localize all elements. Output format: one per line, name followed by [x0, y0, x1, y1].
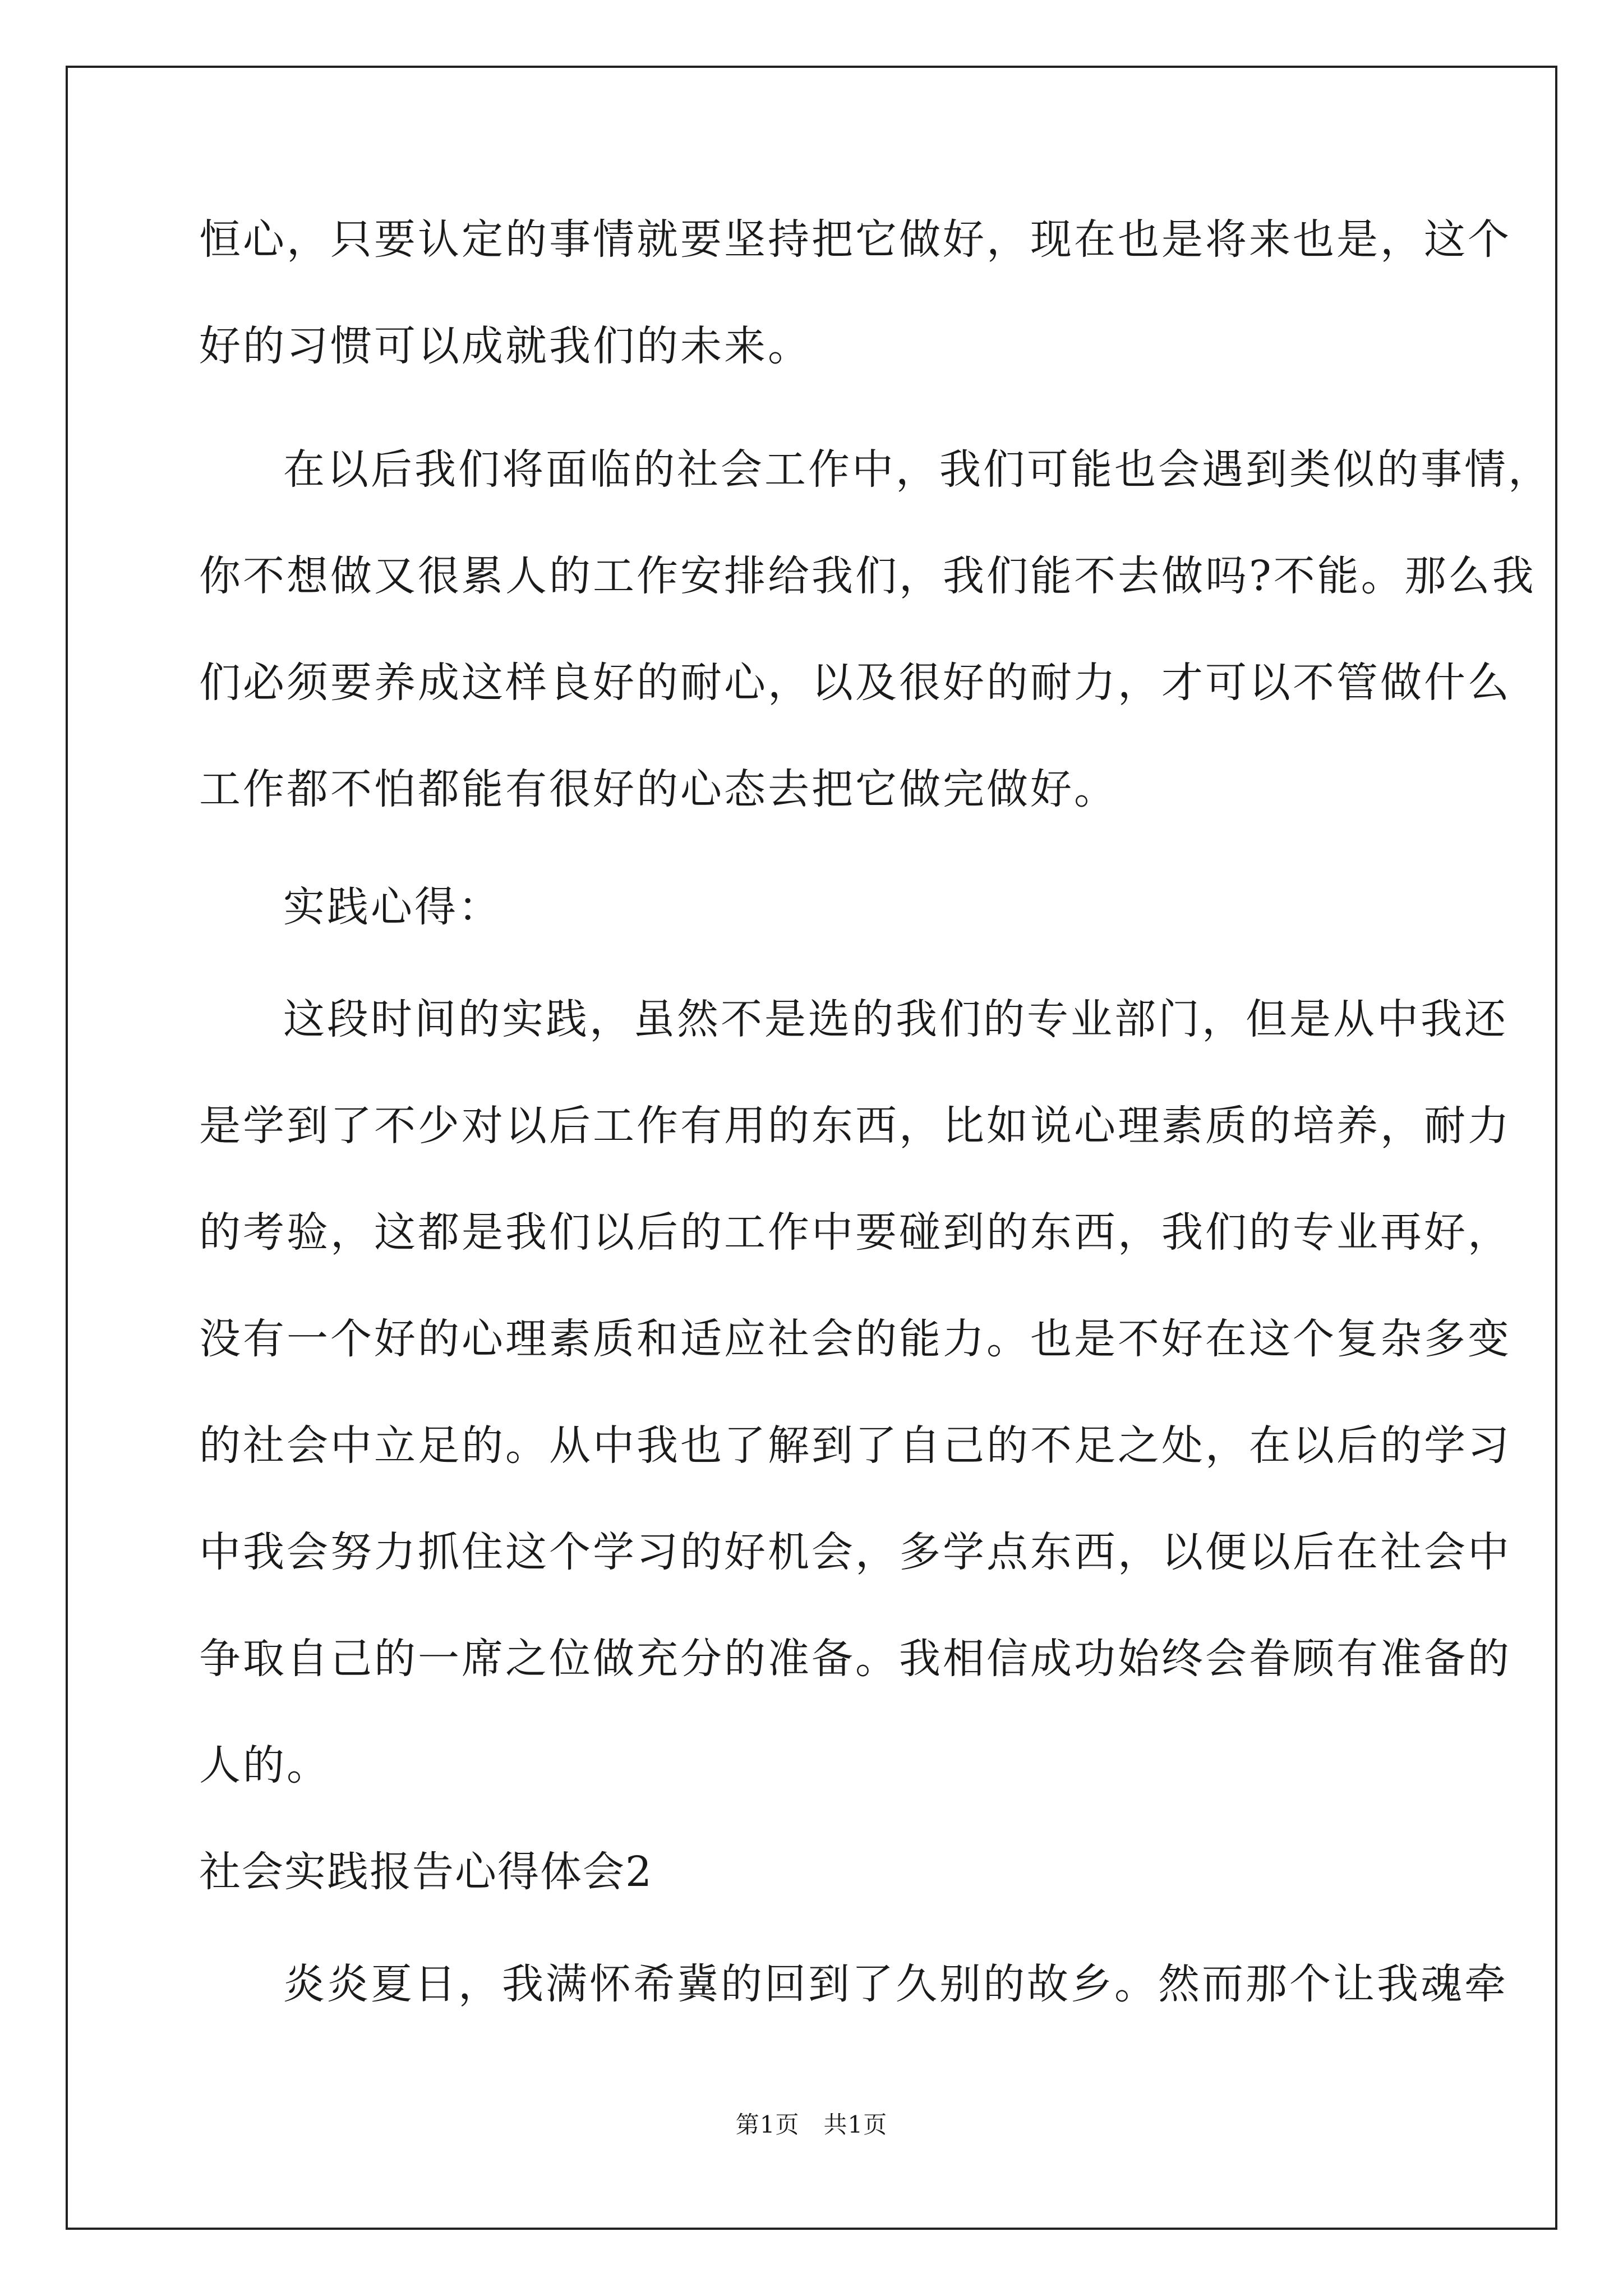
- paragraph-line: 中我会努力抓住这个学习的好机会，多学点东西，以便以后在社会中: [199, 1528, 1511, 1576]
- paragraph-line: 们必须要养成这样良好的耐心，以及很好的耐力，才可以不管做什么: [199, 659, 1511, 707]
- paragraph-line: 人的。: [199, 1741, 330, 1789]
- paragraph-line: 炎炎夏日，我满怀希冀的回到了久别的故乡。然而那个让我魂牵: [283, 1960, 1508, 2008]
- paragraph-line: 在以后我们将面临的社会工作中，我们可能也会遇到类似的事情，: [283, 445, 1552, 494]
- paragraph-line: 的考验，这都是我们以后的工作中要碰到的东西，我们的专业再好，: [199, 1208, 1511, 1257]
- paragraph-line: 是学到了不少对以后工作有用的东西，比如说心理素质的培养，耐力: [199, 1102, 1511, 1150]
- paragraph-line: 没有一个好的心理素质和适应社会的能力。也是不好在这个复杂多变: [199, 1315, 1511, 1363]
- paragraph-line: 这段时间的实践，虽然不是选的我们的专业部门，但是从中我还: [283, 995, 1508, 1043]
- page-number: 第1页 共1页: [735, 2111, 888, 2138]
- section-subheading: 实践心得：: [283, 883, 502, 931]
- paragraph-line: 工作都不怕都能有很好的心态去把它做完做好。: [199, 765, 1118, 813]
- paragraph-line: 的社会中立足的。从中我也了解到了自己的不足之处，在以后的学习: [199, 1421, 1511, 1470]
- paragraph-line: 恒心，只要认定的事情就要坚持把它做好，现在也是将来也是，这个: [199, 215, 1511, 264]
- section-heading: 社会实践报告心得体会2: [199, 1848, 653, 1896]
- paragraph-line: 你不想做又很累人的工作安排给我们，我们能不去做吗?不能。那么我: [199, 552, 1536, 600]
- paragraph-line: 好的习惯可以成就我们的未来。: [199, 322, 811, 370]
- paragraph-line: 争取自己的一席之位做充分的准备。我相信成功始终会眷顾有准备的: [199, 1635, 1511, 1683]
